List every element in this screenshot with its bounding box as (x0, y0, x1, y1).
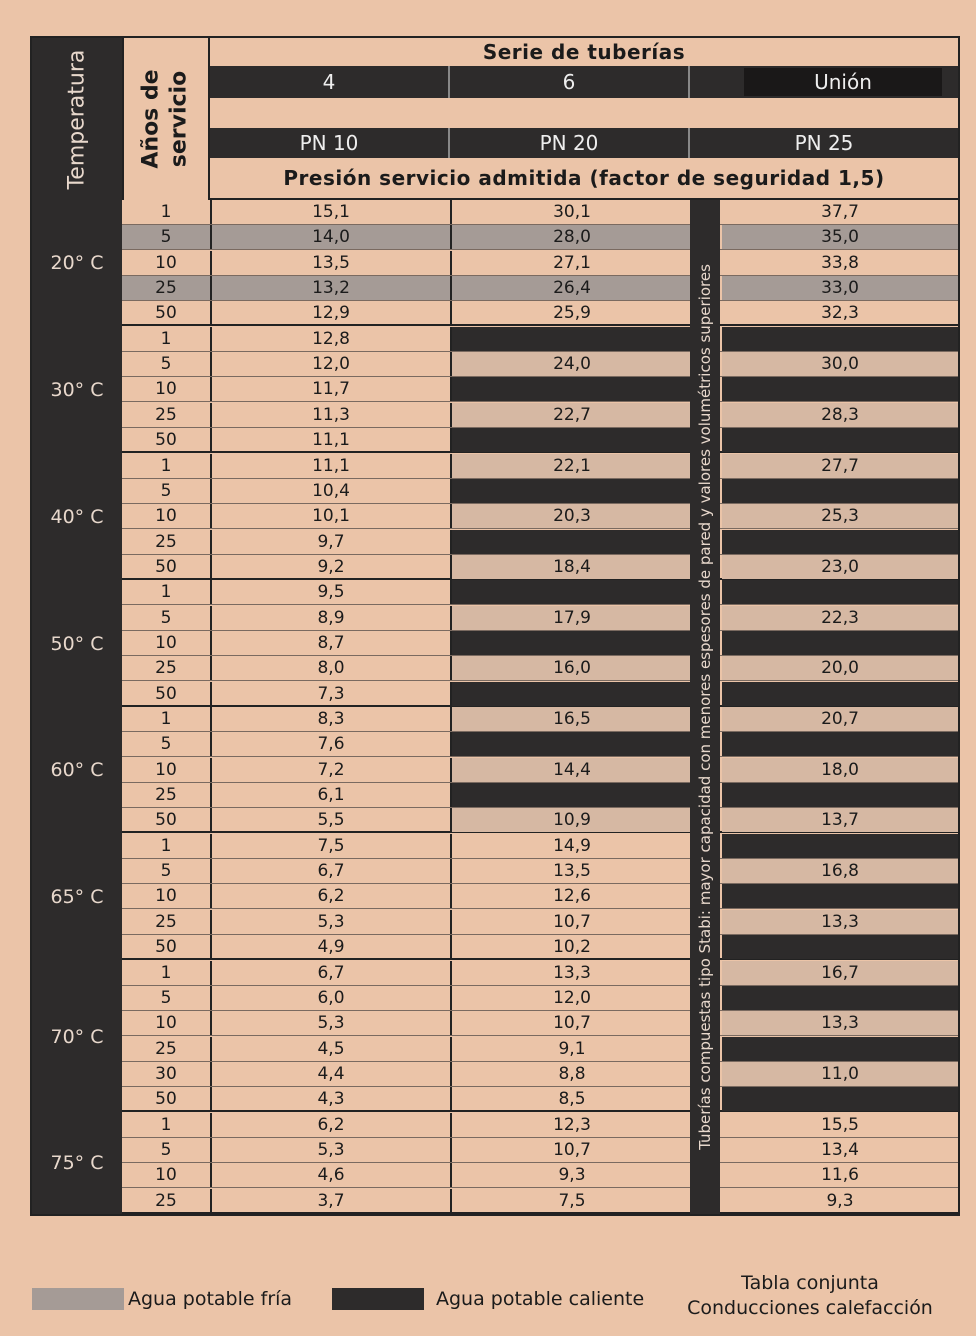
pn25-cell (722, 479, 958, 503)
series-union: Unión (744, 68, 942, 96)
pn25-cell (722, 935, 958, 959)
years-header (122, 38, 210, 200)
pn10-cell: 12,9 (212, 301, 452, 325)
years-cell: 5 (122, 859, 212, 883)
legend-cold-label: Agua potable fría (128, 1288, 293, 1310)
pn20-cell: 10,7 (553, 911, 591, 932)
temperature-group (32, 834, 122, 963)
pn20-cell: 12,3 (553, 1114, 591, 1135)
pn10-cell: 6,7 (212, 961, 452, 985)
temperature-label: 50° C (50, 632, 104, 655)
pn10-cell: 11,3 (212, 403, 452, 427)
series-title: Serie de tuberías (482, 40, 686, 64)
pn25-cell: 33,0 (722, 276, 958, 300)
temperature-group (32, 1113, 122, 1216)
temperature-group (32, 707, 122, 836)
pn20-cell (452, 783, 692, 807)
table-row (122, 1087, 958, 1112)
pn20-cell: 16,5 (452, 707, 692, 731)
pn25-cell: 13,4 (821, 1139, 859, 1160)
pn25-cell: 30,0 (722, 352, 958, 376)
pn25-cell: 16,7 (722, 961, 958, 985)
years-cell: 10 (122, 1011, 212, 1035)
years-cell: 50 (122, 935, 212, 959)
years-cell: 5 (122, 479, 212, 503)
temperature-label: 30° C (50, 379, 104, 402)
temperature-label: 20° C (50, 252, 104, 275)
pn25-cell (722, 986, 958, 1010)
table-row (122, 808, 958, 833)
pn10-header: PN 10 (210, 128, 450, 158)
table-row (122, 428, 958, 453)
years-header-label: Años de servicio (139, 69, 193, 169)
pn10-cell: 15,1 (212, 200, 452, 224)
table-row (122, 479, 958, 504)
pn25-cell (722, 580, 958, 604)
table-row (122, 1189, 958, 1214)
pn20-cell: 22,7 (452, 403, 692, 427)
table-row (122, 327, 958, 352)
legend-hot-label: Agua potable caliente (436, 1288, 645, 1310)
pn20-cell: 17,9 (452, 606, 692, 630)
pn25-cell: 37,7 (821, 202, 859, 222)
pn25-cell: 18,0 (722, 758, 958, 782)
years-cell: 50 (122, 555, 212, 579)
table-row (122, 1113, 958, 1138)
years-cell: 25 (122, 1189, 212, 1213)
pn10-cell: 12,0 (212, 352, 452, 376)
pn20-cell: 20,3 (452, 504, 692, 528)
pn20-cell: 18,4 (452, 555, 692, 579)
table-row (122, 301, 958, 326)
pn20-cell: 10,7 (553, 1139, 591, 1160)
pn25-cell: 25,3 (722, 504, 958, 528)
years-cell: 10 (122, 251, 212, 275)
pn20-cell: 25,9 (553, 303, 591, 324)
pn10-cell: 7,5 (212, 834, 452, 858)
pn20-cell (452, 377, 692, 401)
pn25-cell: 20,7 (722, 707, 958, 731)
years-cell: 10 (122, 504, 212, 528)
pn10-cell: 8,7 (212, 631, 452, 655)
vertical-note-band (690, 200, 720, 1214)
temperature-label: 65° C (50, 886, 104, 909)
pn25-cell (722, 783, 958, 807)
table-row (122, 935, 958, 960)
pn20-header: PN 20 (450, 128, 690, 158)
years-cell: 1 (122, 580, 212, 604)
table-row (122, 961, 958, 986)
years-cell: 25 (122, 276, 212, 300)
pn10-cell: 6,1 (212, 783, 452, 807)
pn25-cell (722, 327, 958, 351)
years-cell: 1 (122, 707, 212, 731)
pn25-cell: 22,3 (722, 606, 958, 630)
pn20-cell: 13,5 (553, 861, 591, 882)
years-cell: 10 (122, 1163, 212, 1187)
pn20-cell (452, 327, 692, 351)
pn10-cell: 5,3 (212, 1011, 452, 1035)
years-cell: 5 (122, 606, 212, 630)
pn10-cell: 4,5 (212, 1037, 452, 1061)
pn20-cell: 22,1 (452, 454, 692, 478)
temperature-label: 75° C (50, 1152, 104, 1175)
years-cell: 50 (122, 301, 212, 325)
table-row (122, 707, 958, 732)
pn20-cell (452, 428, 692, 452)
table-row (122, 225, 958, 250)
pn25-cell: 9,3 (826, 1190, 854, 1211)
pn10-cell: 3,7 (212, 1189, 452, 1213)
pn20-cell: 26,4 (452, 276, 692, 300)
years-cell: 25 (122, 783, 212, 807)
pn10-cell: 9,5 (212, 580, 452, 604)
pn20-cell: 28,0 (452, 225, 692, 249)
table-row (122, 732, 958, 757)
table-row (122, 758, 958, 783)
pn10-cell: 9,2 (212, 555, 452, 579)
table-row (122, 251, 958, 276)
years-cell: 1 (122, 961, 212, 985)
pressure-title: Presión servicio admitida (factor de seguridad 1,5) (210, 158, 958, 200)
table-row (122, 403, 958, 428)
table-row (122, 1062, 958, 1087)
pn10-cell: 14,0 (212, 225, 452, 249)
pn20-cell: 9,3 (558, 1165, 586, 1186)
pn25-cell: 20,0 (722, 656, 958, 680)
table-row (122, 986, 958, 1011)
pn10-cell: 7,6 (212, 732, 452, 756)
vertical-note: Tuberías compuestas tipo Stabi: mayor capacidad con menores espesores de pared y valores volumétricos superiores (696, 264, 715, 1150)
pn10-cell: 11,1 (212, 428, 452, 452)
table-row (122, 631, 958, 656)
pn25-cell (722, 428, 958, 452)
years-cell: 25 (122, 910, 212, 934)
pn25-cell: 27,7 (722, 454, 958, 478)
pn10-cell: 8,9 (212, 606, 452, 630)
pn20-cell: 7,5 (558, 1190, 586, 1211)
table-row (122, 580, 958, 605)
table-row (122, 834, 958, 859)
years-cell: 10 (122, 758, 212, 782)
table-row (122, 910, 958, 935)
years-cell: 30 (122, 1062, 212, 1086)
table-row (122, 1011, 958, 1036)
pn20-cell: 12,0 (553, 987, 591, 1008)
years-cell: 5 (122, 225, 212, 249)
pn10-cell: 8,3 (212, 707, 452, 731)
pn20-cell: 10,7 (553, 1013, 591, 1034)
years-cell: 25 (122, 1037, 212, 1061)
pn25-cell (722, 1037, 958, 1061)
pn20-cell: 12,6 (553, 886, 591, 907)
temperature-group (32, 580, 122, 709)
pn10-cell: 9,7 (212, 530, 452, 554)
temperature-header-label: Temperatura (64, 49, 90, 189)
temperature-label: 70° C (50, 1025, 104, 1048)
temperature-group (32, 200, 122, 329)
pn10-cell: 4,6 (212, 1163, 452, 1187)
pn20-cell: 27,1 (553, 252, 591, 273)
pn10-cell: 6,0 (212, 986, 452, 1010)
years-cell: 25 (122, 656, 212, 680)
pn25-cell: 28,3 (722, 403, 958, 427)
pn25-cell (722, 377, 958, 401)
table-row (122, 1037, 958, 1062)
pn10-cell: 12,8 (212, 327, 452, 351)
pn10-cell: 10,4 (212, 479, 452, 503)
pn10-cell: 6,2 (212, 1113, 452, 1137)
pn10-cell: 6,2 (212, 884, 452, 908)
pn25-cell: 33,8 (821, 252, 859, 273)
pn10-cell: 10,1 (212, 504, 452, 528)
pn20-cell: 14,9 (553, 835, 591, 856)
pn20-cell: 10,2 (553, 937, 591, 958)
pn20-cell: 8,5 (558, 1089, 586, 1110)
pn20-cell: 10,9 (452, 808, 692, 832)
pn25-cell: 16,8 (722, 859, 958, 883)
legend-joint-line2: Conducciones calefacción (687, 1297, 933, 1319)
temperature-group (32, 961, 122, 1115)
pn20-cell (452, 631, 692, 655)
legend (0, 1266, 976, 1336)
years-cell: 1 (122, 1113, 212, 1137)
years-cell: 50 (122, 1087, 212, 1111)
pn20-cell: 16,0 (452, 656, 692, 680)
pn20-cell: 30,1 (553, 202, 591, 222)
pn20-cell: 9,1 (558, 1038, 586, 1059)
years-cell: 10 (122, 884, 212, 908)
years-cell: 25 (122, 403, 212, 427)
years-cell: 25 (122, 530, 212, 554)
pn25-cell: 23,0 (722, 555, 958, 579)
pressure-table (30, 36, 960, 1216)
pn25-cell: 32,3 (821, 303, 859, 324)
pn20-cell: 8,8 (558, 1063, 586, 1084)
pn10-cell: 6,7 (212, 859, 452, 883)
pn25-cell (722, 732, 958, 756)
years-cell: 1 (122, 454, 212, 478)
pn10-cell: 13,5 (212, 251, 452, 275)
table-row (122, 454, 958, 479)
pn25-cell (722, 1087, 958, 1111)
pn25-cell: 13,7 (722, 808, 958, 832)
years-cell: 5 (122, 986, 212, 1010)
table-row (122, 504, 958, 529)
pn10-cell: 4,4 (212, 1062, 452, 1086)
temperature-label: 40° C (50, 505, 104, 528)
pn10-cell: 7,2 (212, 758, 452, 782)
pn25-cell: 11,0 (722, 1062, 958, 1086)
pn10-cell: 5,3 (212, 910, 452, 934)
legend-hot-swatch (332, 1288, 424, 1310)
pn10-cell: 7,3 (212, 682, 452, 706)
pn25-cell: 15,5 (821, 1114, 859, 1135)
pn25-cell (722, 834, 958, 858)
pn25-cell: 13,3 (722, 1011, 958, 1035)
pn20-cell: 13,3 (553, 962, 591, 983)
table-row (122, 1163, 958, 1188)
pn10-cell: 4,3 (212, 1087, 452, 1111)
pn20-cell: 24,0 (452, 352, 692, 376)
pn25-cell: 35,0 (722, 225, 958, 249)
years-cell: 50 (122, 428, 212, 452)
table-row (122, 200, 958, 225)
pn10-cell: 11,7 (212, 377, 452, 401)
temperature-group (32, 327, 122, 456)
pn10-cell: 13,2 (212, 276, 452, 300)
series-4: 4 (210, 66, 450, 98)
legend-joint-line1: Tabla conjunta (741, 1272, 879, 1294)
pn25-cell: 11,6 (821, 1165, 859, 1186)
pn20-cell (452, 732, 692, 756)
pn20-cell (452, 580, 692, 604)
years-cell: 5 (122, 732, 212, 756)
temperature-group (32, 454, 122, 583)
table-row (122, 352, 958, 377)
years-cell: 10 (122, 377, 212, 401)
temperature-label: 60° C (50, 759, 104, 782)
pn25-cell (722, 682, 958, 706)
pn20-cell (452, 682, 692, 706)
pn20-cell (452, 479, 692, 503)
years-cell: 50 (122, 682, 212, 706)
legend-cold-swatch (32, 1288, 124, 1310)
table-row (122, 606, 958, 631)
pn25-cell (722, 631, 958, 655)
pn25-header: PN 25 (794, 131, 854, 155)
years-cell: 50 (122, 808, 212, 832)
temperature-header (32, 38, 122, 200)
pn10-cell: 8,0 (212, 656, 452, 680)
pn25-cell (722, 884, 958, 908)
table-row (122, 884, 958, 909)
table-row (122, 276, 958, 301)
years-cell: 5 (122, 1138, 212, 1162)
table-row (122, 783, 958, 808)
table-row (122, 530, 958, 555)
pn20-cell (452, 530, 692, 554)
pn10-cell: 4,9 (212, 935, 452, 959)
years-cell: 1 (122, 327, 212, 351)
pn25-cell (722, 530, 958, 554)
table-row (122, 656, 958, 681)
pn10-cell: 5,5 (212, 808, 452, 832)
years-cell: 1 (122, 200, 212, 224)
series-6: 6 (450, 66, 690, 98)
table-row (122, 859, 958, 884)
years-cell: 1 (122, 834, 212, 858)
pn10-cell: 11,1 (212, 454, 452, 478)
table-row (122, 1138, 958, 1163)
pn20-cell: 14,4 (452, 758, 692, 782)
table-row (122, 682, 958, 707)
table-row (122, 377, 958, 402)
years-cell: 5 (122, 352, 212, 376)
pn25-cell: 13,3 (722, 910, 958, 934)
table-row (122, 555, 958, 580)
pn10-cell: 5,3 (212, 1138, 452, 1162)
header-spacer (210, 98, 958, 128)
years-cell: 10 (122, 631, 212, 655)
